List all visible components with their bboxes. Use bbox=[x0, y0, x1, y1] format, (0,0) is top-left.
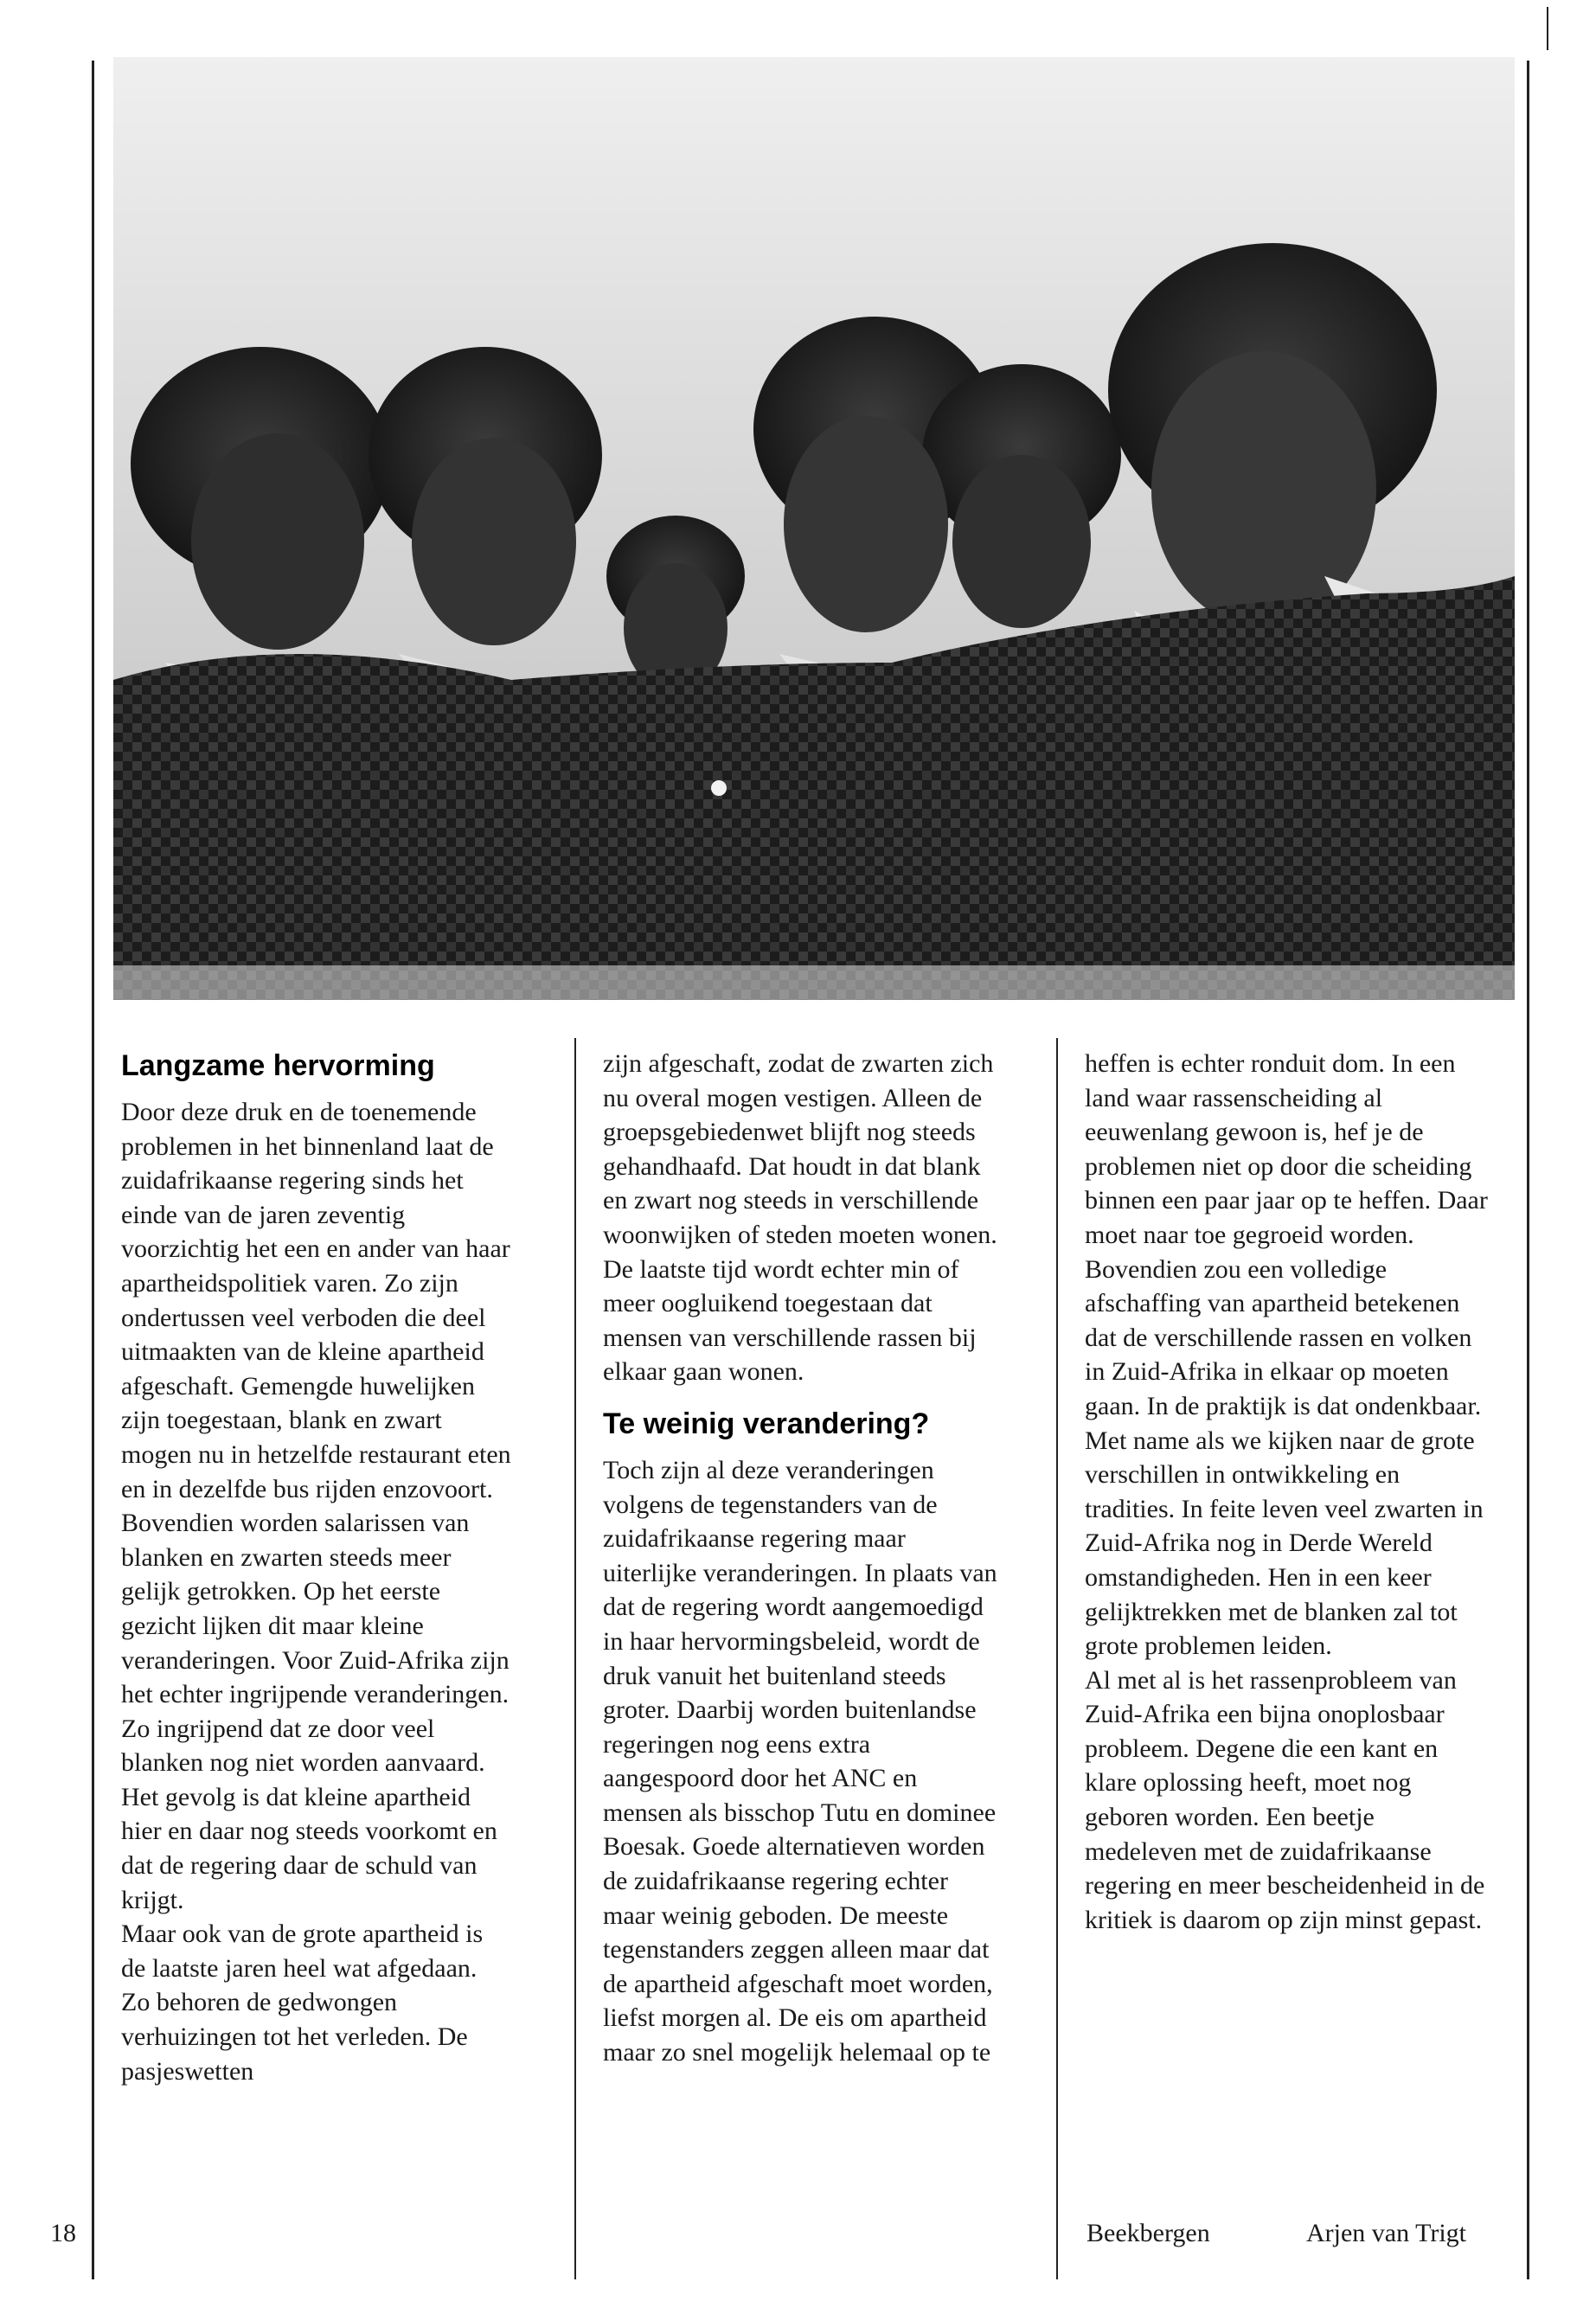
article-column-1 bbox=[121, 1047, 512, 2088]
heading-langzame-hervorming: Langzame hervorming bbox=[121, 1049, 435, 1082]
column-divider-2 bbox=[1056, 1038, 1058, 2279]
article-column-3 bbox=[1085, 1047, 1490, 1937]
article-author: Arjen van Trigt bbox=[1306, 2219, 1467, 2247]
col3-paragraph-1: heffen is echter ronduit dom. In een land waar rassenscheiding al eeuwenlang gewoon is, hef je de problemen niet op door die scheiding binnen een paar jaar op te heffen. Daar moet naar toe gegroeid worden. Bovendien zou een volledige afschaffing van apartheid betekenen dat de verschillende rassen en volken in Zuid-Afrika in elkaar op moeten gaan. In de praktijk is dat ondenkbaar. Met name als we kijken naar de grote verschillen in ontwikkeling en tradities. In feite leven veel zwarten in Zuid-Afrika nog in Derde Wereld omstandigheden. Hen in een keer gelijktrekken met de blanken zal tot grote problemen leiden. bbox=[1085, 1049, 1488, 1661]
left-margin-rule bbox=[92, 61, 94, 2279]
article-place: Beekbergen bbox=[1086, 2219, 1210, 2247]
heading-te-weinig-verandering: Te weinig verandering? bbox=[603, 1407, 930, 1440]
col2-paragraph-bottom: Toch zijn al deze veranderingen volgens de tegenstanders van de zuidafrikaanse regering maar uiterlijke veranderingen. In plaats van dat de regering wordt aangemoedigd in haar hervormingsbeleid, wordt de druk vanuit het buitenland steeds groter. Daarbij worden buitenlandse regeringen nog eens extra aangespoord door het ANC en mensen als bisschop Tutu en dominee Boesak. Goede alternatieven worden de zuidafrikaanse regering echter maar weinig geboden. De meeste tegenstanders zeggen alleen maar dat de apartheid afgeschaft moet worden, liefst morgen al. De eis om apartheid maar zo snel mogelijk helemaal op te bbox=[603, 1455, 997, 2067]
page-number: 18 bbox=[50, 2219, 76, 2247]
top-corner-mark bbox=[1547, 7, 1548, 50]
col3-paragraph-2: Al met al is het rassenprobleem van Zuid-Afrika een bijna onoplosbaar probleem. Degene die een kant en klare oplossing heeft, moet nog geboren worden. Een beetje medeleven met de zuidafrikaanse regering en meer bescheidenheid in de kritiek is daarom op zijn minst gepast. bbox=[1085, 1665, 1485, 1934]
col1-paragraph-2: Maar ook van de grote apartheid is de laatste jaren heel wat afgedaan. Zo behoren de gedwongen verhuizingen tot het verleden. De pasjeswetten bbox=[121, 1920, 484, 2086]
col2-paragraph-top: zijn afgeschaft, zodat de zwarten zich nu overal mogen vestigen. Alleen de groepsgebiedenwet blijft nog steeds gehandhaafd. Dat houdt in dat blank en zwart nog steeds in verschillende woonwijken of steden moeten wonen. De laatste tijd wordt echter min of meer oogluikend toegestaan dat mensen van verschillende rassen bij elkaar gaan wonen. bbox=[603, 1049, 997, 1387]
col1-paragraph-1: Door deze druk en de toenemende problemen in het binnenland laat de zuidafrikaanse regering sinds het einde van de jaren zeventig voorzichtig het een en ander van haar apartheidspolitiek varen. Zo zijn ondertussen veel verboden die deel uitmaakten van de kleine apartheid afgeschaft. Gemengde huwelijken zijn toegestaan, blank en zwart mogen nu in hetzelfde restaurant eten en in dezelfde bus rijden enzovoort. Bovendien worden salarissen van blanken en zwarten steeds meer gelijk getrokken. Op het eerste gezicht lijken dit maar kleine veranderingen. Voor Zuid-Afrika zijn het echter ingrijpende veranderingen. Zo ingrijpend dat ze door veel blanken nog niet worden aanvaard. Het gevolg is dat kleine apartheid hier en daar nog steeds voorkomt en dat de regering daar de schuld van krijgt. bbox=[121, 1098, 511, 1914]
photo-group-of-schoolgirls bbox=[113, 57, 1515, 1000]
right-margin-rule bbox=[1527, 61, 1529, 2279]
article-column-2 bbox=[603, 1047, 1003, 2070]
photo-illustration bbox=[113, 57, 1515, 1000]
column-divider-1 bbox=[574, 1038, 576, 2279]
